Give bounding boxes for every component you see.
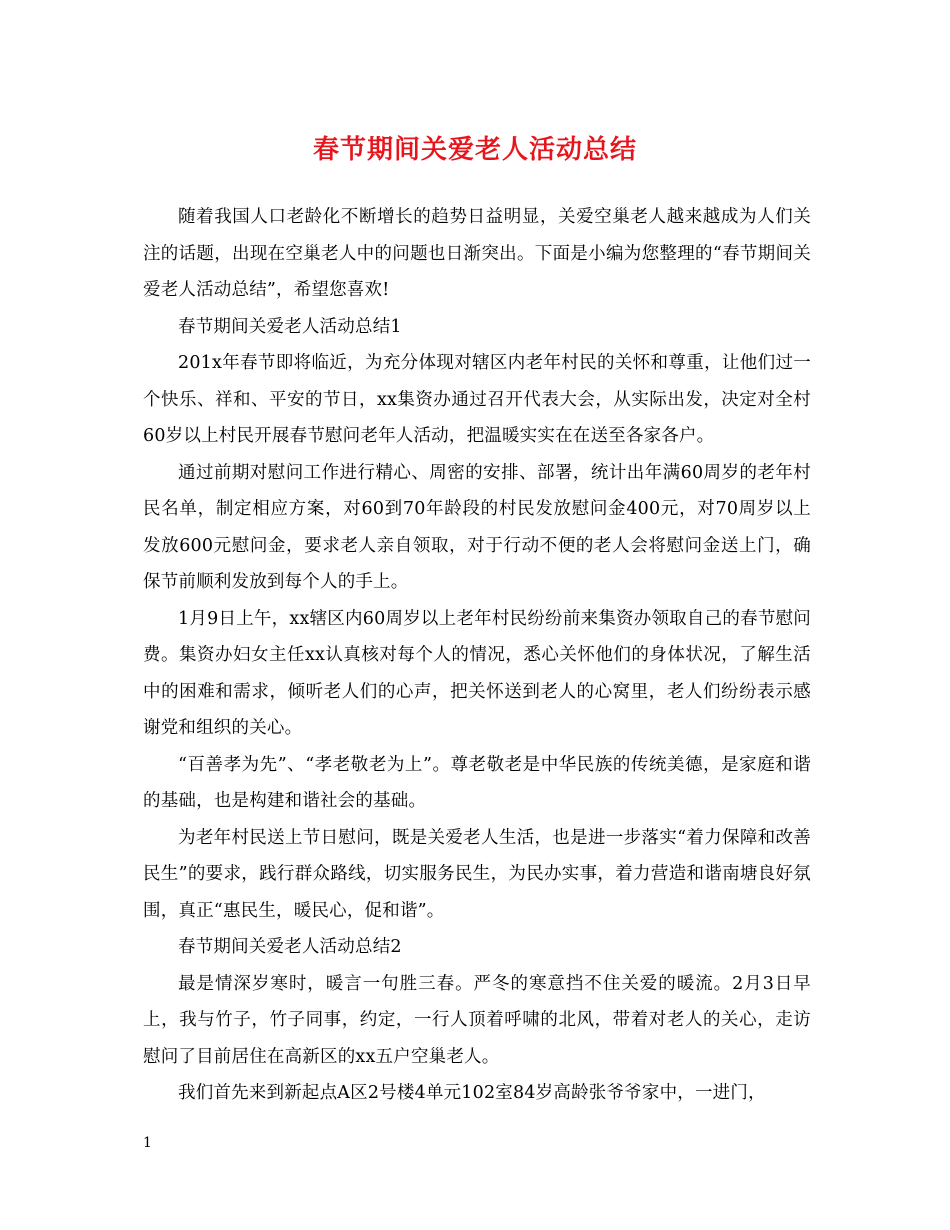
paragraph: “百善孝为先”、“孝老敬老为上”。尊老敬老是中华民族的传统美德，是家庭和谐的基础，也是构建和谐社会的基础。 <box>143 754 811 811</box>
paragraph: 为老年村民送上节日慰问，既是关爱老人生活，也是进一步落实“着力保障和改善民生”的要求，践行群众路线，切实服务民生，为民办实事，着力营造和谐南塘良好氛围，真正“惠民生，暖民心，促和谐”。 <box>143 827 811 921</box>
paragraph: 通过前期对慰问工作进行精心、周密的安排、部署，统计出年满60周岁的老年村民名单，制定相应方案，对60到70年龄段的村民发放慰问金400元，对70周岁以上发放600元慰问金，要求老人亲自领取，对于行动不便的老人会将慰问金送上门，确保节前顺利发放到每个人的手上。 <box>143 462 811 592</box>
intro-paragraph: 随着我国人口老龄化不断增长的趋势日益明显，关爱空巢老人越来越成为人们关注的话题，出现在空巢老人中的问题也日渐突出。下面是小编为您整理的“春节期间关爱老人活动总结”，希望您喜欢! <box>143 207 811 300</box>
paragraph: 最是情深岁寒时，暖言一句胜三春。严冬的寒意挡不住关爱的暖流。2月3日早上，我与竹子，竹子同事，约定，一行人顶着呼啸的北风，带着对老人的关心，走访慰问了目前居住在高新区的xx五户空巢老人。 <box>143 973 811 1067</box>
section-heading-1: 春节期间关爱老人活动总结1 <box>178 316 402 337</box>
paragraph: 1月9日上午，xx辖区内60周岁以上老年村民纷纷前来集资办领取自己的春节慰问费。集资办妇女主任xx认真核对每个人的情况，悉心关怀他们的身体状况，了解生活中的困难和需求，倾听老人们的心声，把关怀送到老人的心窝里，老人们纷纷表示感谢党和组织的关心。 <box>143 608 811 738</box>
paragraph: 201x年春节即将临近，为充分体现对辖区内老年村民的关怀和尊重，让他们过一个快乐、祥和、平安的节日，xx集资办通过召开代表大会，从实际出发，决定对全村60岁以上村民开展春节慰问老年人活动，把温暖实实在在送至各家各户。 <box>143 353 811 446</box>
document-body <box>143 199 811 1112</box>
section-heading-2: 春节期间关爱老人活动总结2 <box>178 937 402 957</box>
document-title: 春节期间关爱老人活动总结 <box>312 135 637 165</box>
page-number: 1 <box>143 1135 152 1151</box>
paragraph: 我们首先来到新起点A区2号楼4单元102室84岁高龄张爷爷家中，一进门， <box>178 1083 766 1103</box>
